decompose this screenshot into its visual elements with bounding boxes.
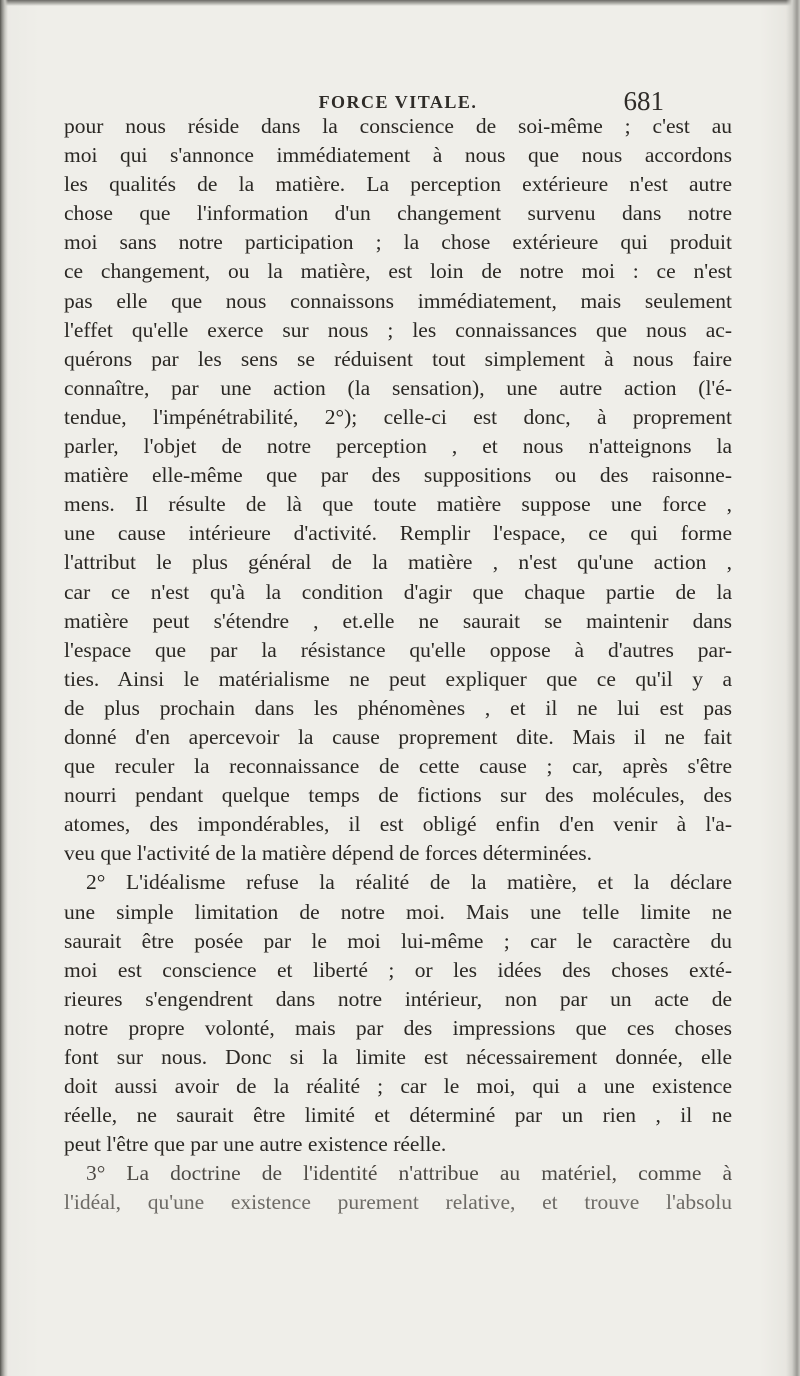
text-line: doit aussi avoir de la réalité ; car le moi, qui a une existence <box>64 1074 732 1099</box>
text-line: car ce n'est qu'à la condition d'agir que chaque partie de la <box>64 579 732 604</box>
text-line: atomes, des impondérables, il est obligé enfin d'en venir à l'a- <box>64 812 732 837</box>
text-line: 3° La doctrine de l'identité n'attribue au matériel, comme à <box>86 1161 732 1186</box>
text-line: pas elle que nous connaissons immédiatement, mais seulement <box>64 288 732 313</box>
text-line: notre propre volonté, mais par des impressions que ces choses <box>64 1015 732 1040</box>
text-line: parler, l'objet de notre perception , et nous n'atteignons la <box>64 434 732 459</box>
text-line: matière peut s'étendre , et.elle ne saurait se maintenir dans <box>64 608 732 633</box>
text-line: les qualités de la matière. La perception extérieure n'est autre <box>64 172 732 197</box>
text-line: matière elle-même que par des suppositions ou des raisonne- <box>64 463 732 488</box>
text-line: une cause intérieure d'activité. Remplir l'espace, ce qui forme <box>64 521 732 546</box>
text-line: mens. Il résulte de là que toute matière suppose une force , <box>64 492 732 517</box>
text-line: connaître, par une action (la sensation), une autre action (l'é- <box>64 375 732 400</box>
text-line: moi qui s'annonce immédiatement à nous que nous accordons <box>64 143 732 168</box>
text-line: saurait être posée par le moi lui-même ; car le caractère du <box>64 928 732 953</box>
text-line: pour nous réside dans la conscience de soi-même ; c'est au <box>64 114 732 138</box>
text-line: l'idéal, qu'une existence purement relative, et trouve l'absolu <box>64 1190 732 1215</box>
body-text <box>64 112 732 1218</box>
text-line: une simple limitation de notre moi. Mais une telle limite ne <box>64 899 732 924</box>
text-line: peut l'être que par une autre existence réelle. <box>64 1132 447 1157</box>
text-line: réelle, ne saurait être limité et déterminé par un rien , il ne <box>64 1103 732 1128</box>
text-line: de plus prochain dans les phénomènes , et il ne lui est pas <box>64 695 732 720</box>
page-binding-edge <box>0 0 8 1376</box>
text-line: ties. Ainsi le matérialisme ne peut expliquer que ce qu'il y a <box>64 666 732 691</box>
text-line: moi est conscience et liberté ; or les idées des choses exté- <box>64 957 732 982</box>
text-line: l'attribut le plus général de la matière , n'est qu'une action , <box>64 550 732 575</box>
running-head: FORCE VITALE. <box>318 92 478 112</box>
text-line: moi sans notre participation ; la chose extérieure qui produit <box>64 230 732 255</box>
page-top-shadow <box>0 0 800 6</box>
text-line: nourri pendant quelque temps de fictions sur des molécules, des <box>64 783 732 808</box>
text-line: l'espace que par la résistance qu'elle oppose à d'autres par- <box>64 637 732 662</box>
text-line: quérons par les sens se réduisent tout simplement à nous faire <box>64 346 732 371</box>
page-fore-edge <box>786 0 800 1376</box>
text-line: font sur nous. Donc si la limite est nécessairement donnée, elle <box>64 1045 732 1069</box>
text-line: donné d'en apercevoir la cause proprement dite. Mais il ne fait <box>64 724 732 749</box>
text-line: veu que l'activité de la matière dépend de forces déterminées. <box>64 841 592 866</box>
text-line: que reculer la reconnaissance de cette cause ; car, après s'être <box>64 754 732 779</box>
text-line: chose que l'information d'un changement survenu dans notre <box>64 201 732 226</box>
text-line: tendue, l'impénétrabilité, 2°); celle-ci est donc, à proprement <box>64 404 732 429</box>
text-line: 2° L'idéalisme refuse la réalité de la matière, et la déclare <box>86 870 732 895</box>
text-line: rieures s'engendrent dans notre intérieur, non par un acte de <box>64 986 732 1011</box>
text-line: ce changement, ou la matière, est loin de notre moi : ce n'est <box>64 259 732 284</box>
text-line: l'effet qu'elle exerce sur nous ; les connaissances que nous ac- <box>64 317 732 342</box>
page-number: 681 <box>623 86 664 116</box>
